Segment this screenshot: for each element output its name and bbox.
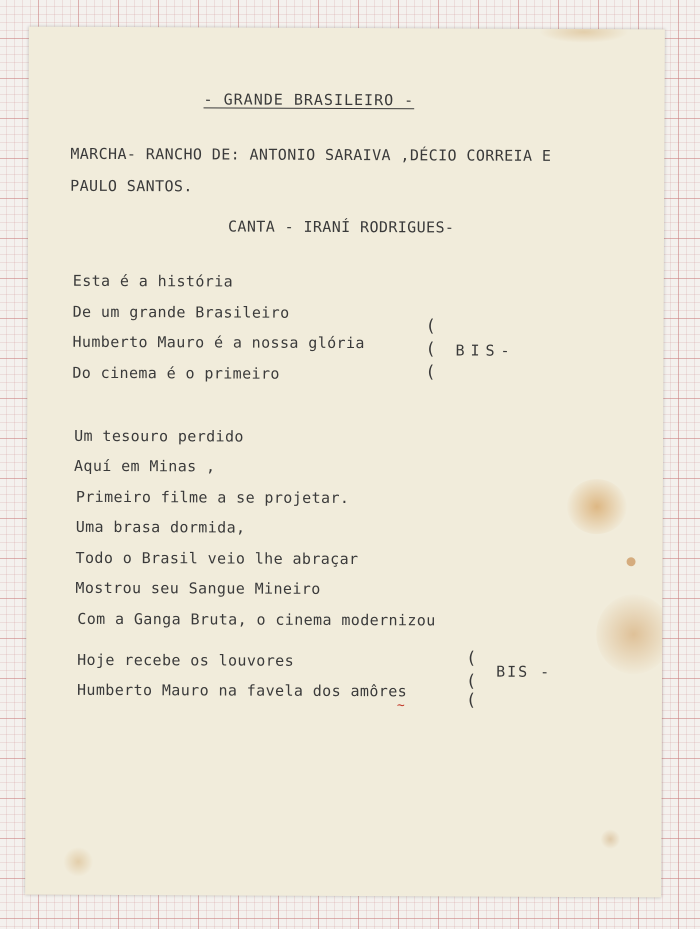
song-title: - GRANDE BRASILEIRO - bbox=[203, 90, 415, 110]
stain-lower-right bbox=[596, 594, 665, 674]
lyric-line: Humberto Mauro é a nossa glória bbox=[72, 332, 365, 353]
stain-bottom-left bbox=[63, 847, 93, 877]
brace-mark-icon: ( bbox=[465, 690, 477, 711]
brace-mark-icon: ( bbox=[425, 362, 437, 383]
stain-mid-right bbox=[567, 479, 627, 534]
lyric-line: Do cinema é o primeiro bbox=[72, 363, 280, 383]
lyric-line: Aquí em Minas , bbox=[73, 456, 216, 476]
credits-line-1: MARCHA- RANCHO DE: ANTONIO SARAIVA ,DÉCIO CORREIA E bbox=[70, 144, 552, 165]
correction-mark-icon: ~ bbox=[396, 698, 406, 714]
singer-line: CANTA - IRANÍ RODRIGUES- bbox=[227, 217, 455, 237]
lyric-line: Humberto Mauro na favela dos amôres bbox=[76, 680, 408, 701]
lyric-line: Todo o Brasil veio lhe abraçar bbox=[75, 548, 359, 569]
brace-mark-icon: ( bbox=[465, 671, 477, 692]
lyric-line: De um grande Brasileiro bbox=[72, 302, 290, 322]
brace-mark-icon: ( bbox=[425, 339, 437, 360]
repeat-marker: BIS - bbox=[496, 662, 552, 681]
lyric-line: Hoje recebe os louvores bbox=[77, 650, 295, 670]
lyric-line: Primeiro filme a se projetar. bbox=[75, 487, 350, 508]
brace-mark-icon: ( bbox=[425, 316, 437, 337]
stain-top-right bbox=[539, 27, 629, 44]
brace-mark-icon: ( bbox=[466, 648, 477, 669]
lyric-line: Um tesouro perdido bbox=[74, 426, 244, 446]
credits-line-2: PAULO SANTOS. bbox=[70, 176, 193, 196]
stain-bottom-right bbox=[600, 829, 620, 849]
lyric-line: Esta é a história bbox=[72, 271, 234, 291]
lyric-line: Com a Ganga Bruta, o cinema modernizou bbox=[77, 609, 436, 630]
lyric-line: Uma brasa dormida, bbox=[75, 517, 246, 537]
stain-dot bbox=[627, 557, 636, 566]
lyric-line: Mostrou seu Sangue Mineiro bbox=[75, 578, 321, 598]
repeat-marker: BIS- bbox=[455, 341, 516, 360]
typed-sheet bbox=[25, 27, 665, 898]
